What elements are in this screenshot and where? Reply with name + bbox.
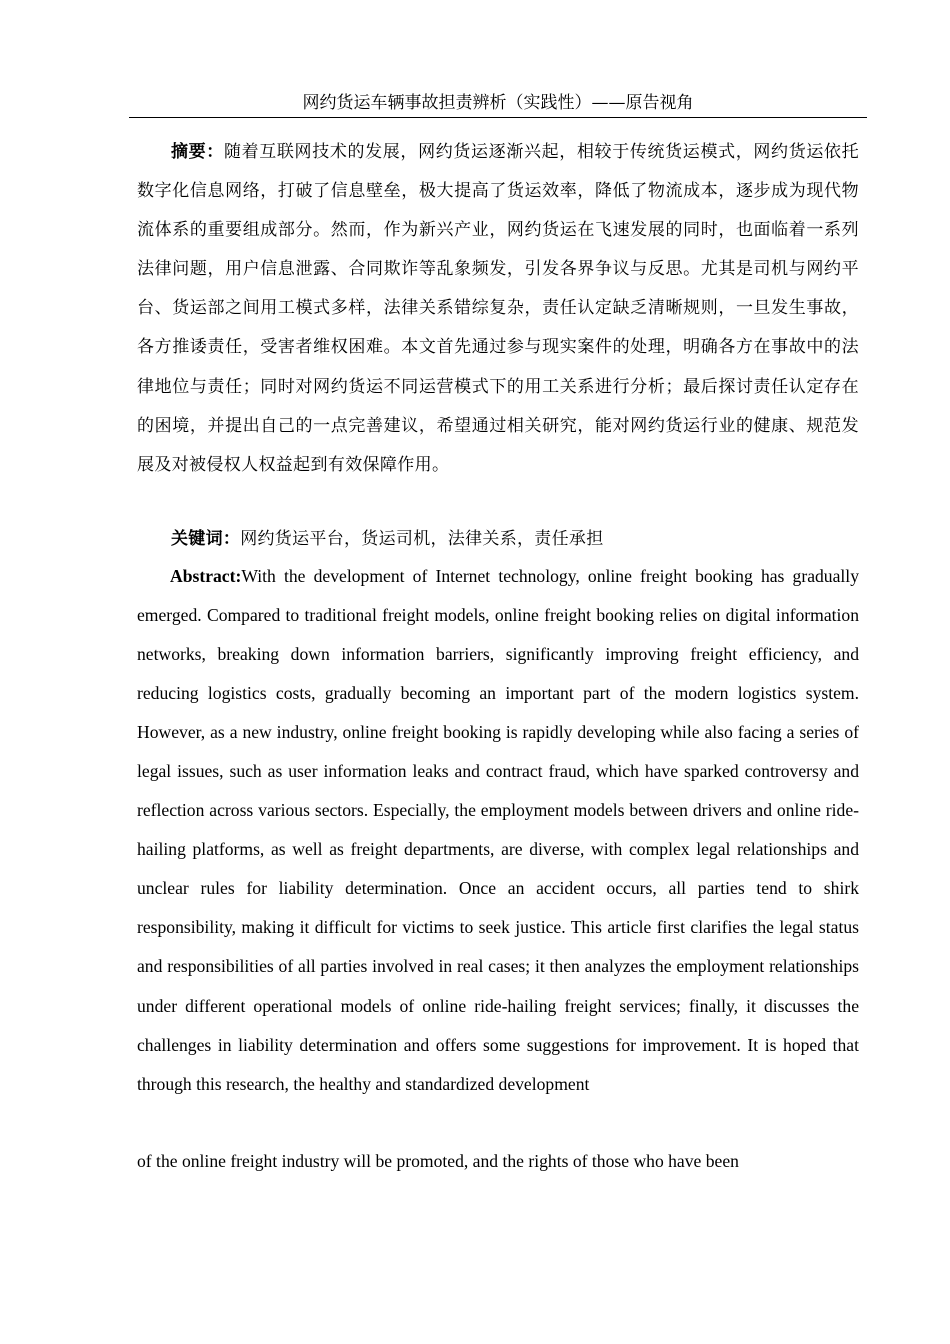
- header-rule: [129, 117, 867, 118]
- abstract-cn-paragraph: [137, 133, 859, 485]
- abstract-cn-label: 摘要：: [171, 142, 224, 162]
- keywords-cn-label: 关键词：: [171, 529, 241, 549]
- abstract-en-last-line: of the online freight industry will be promoted, and the rights of those who have been: [137, 1151, 739, 1171]
- keywords-cn-paragraph: [171, 524, 871, 554]
- abstract-cn-text: 随着互联网技术的发展，网约货运逐渐兴起，相较于传统货运模式，网约货运依托数字化信息网络，打破了信息壁垒，极大提高了货运效率，降低了物流成本，逐步成为现代物流体系的重要组成部分。然而，作为新兴产业，网约货运在飞速发展的同时，也面临着一系列法律问题，用户信息泄露、合同欺诈等乱象频发，引发各界争议与反思。尤其是司机与网约平台、货运部之间用工模式多样，法律关系错综复杂，责任认定缺乏清晰规则，一旦发生事故，各方推诿责任，受害者维权困难。本文首先通过参与现实案件的处理，明确各方在事故中的法律地位与责任；同时对网约货运不同运营模式下的用工关系进行分析；最后探讨责任认定存在的困境，并提出自己的一点完善建议，希望通过相关研究，能对网约货运行业的健康、规范发展及对被侵权人权益起到有效保障作用。: [137, 142, 859, 475]
- keywords-cn-text: 网约货运平台，货运司机，法律关系，责任承担: [240, 529, 604, 549]
- abstract-en-label: Abstract:: [170, 566, 242, 586]
- running-header-title: 网约货运车辆事故担责辨析（实践性）——原告视角: [302, 93, 694, 113]
- abstract-en-text: With the development of Internet technology, online freight booking has gradually emerged. Compared to traditional freight models, online freight booking relies on digital information networks, breaking down information barriers, significantly improving freight efficiency, and reducing logistics costs, gradually becoming an important part of the modern logistics system. However, as a new industry, online freight booking is rapidly developing while also facing a series of legal issues, such as user information leaks and contract fraud, which have sparked controversy and reflection across various sectors. Especially, the employment models between drivers and online ride-hailing platforms, as well as freight departments, are diverse, with complex legal relationships and unclear rules for liability determination. Once an accident occurs, all parties tend to shirk responsibility, making it difficult for victims to seek justice. This article first clarifies the legal status and responsibilities of all parties involved in real cases; it then analyzes the employment relationships under different operational models of online ride-hailing freight services; finally, it discusses the challenges in liability determination and offers some suggestions for improvement. It is hoped that through this research, the healthy and standardized development: [137, 566, 859, 1094]
- abstract-en-paragraph: [137, 557, 859, 1104]
